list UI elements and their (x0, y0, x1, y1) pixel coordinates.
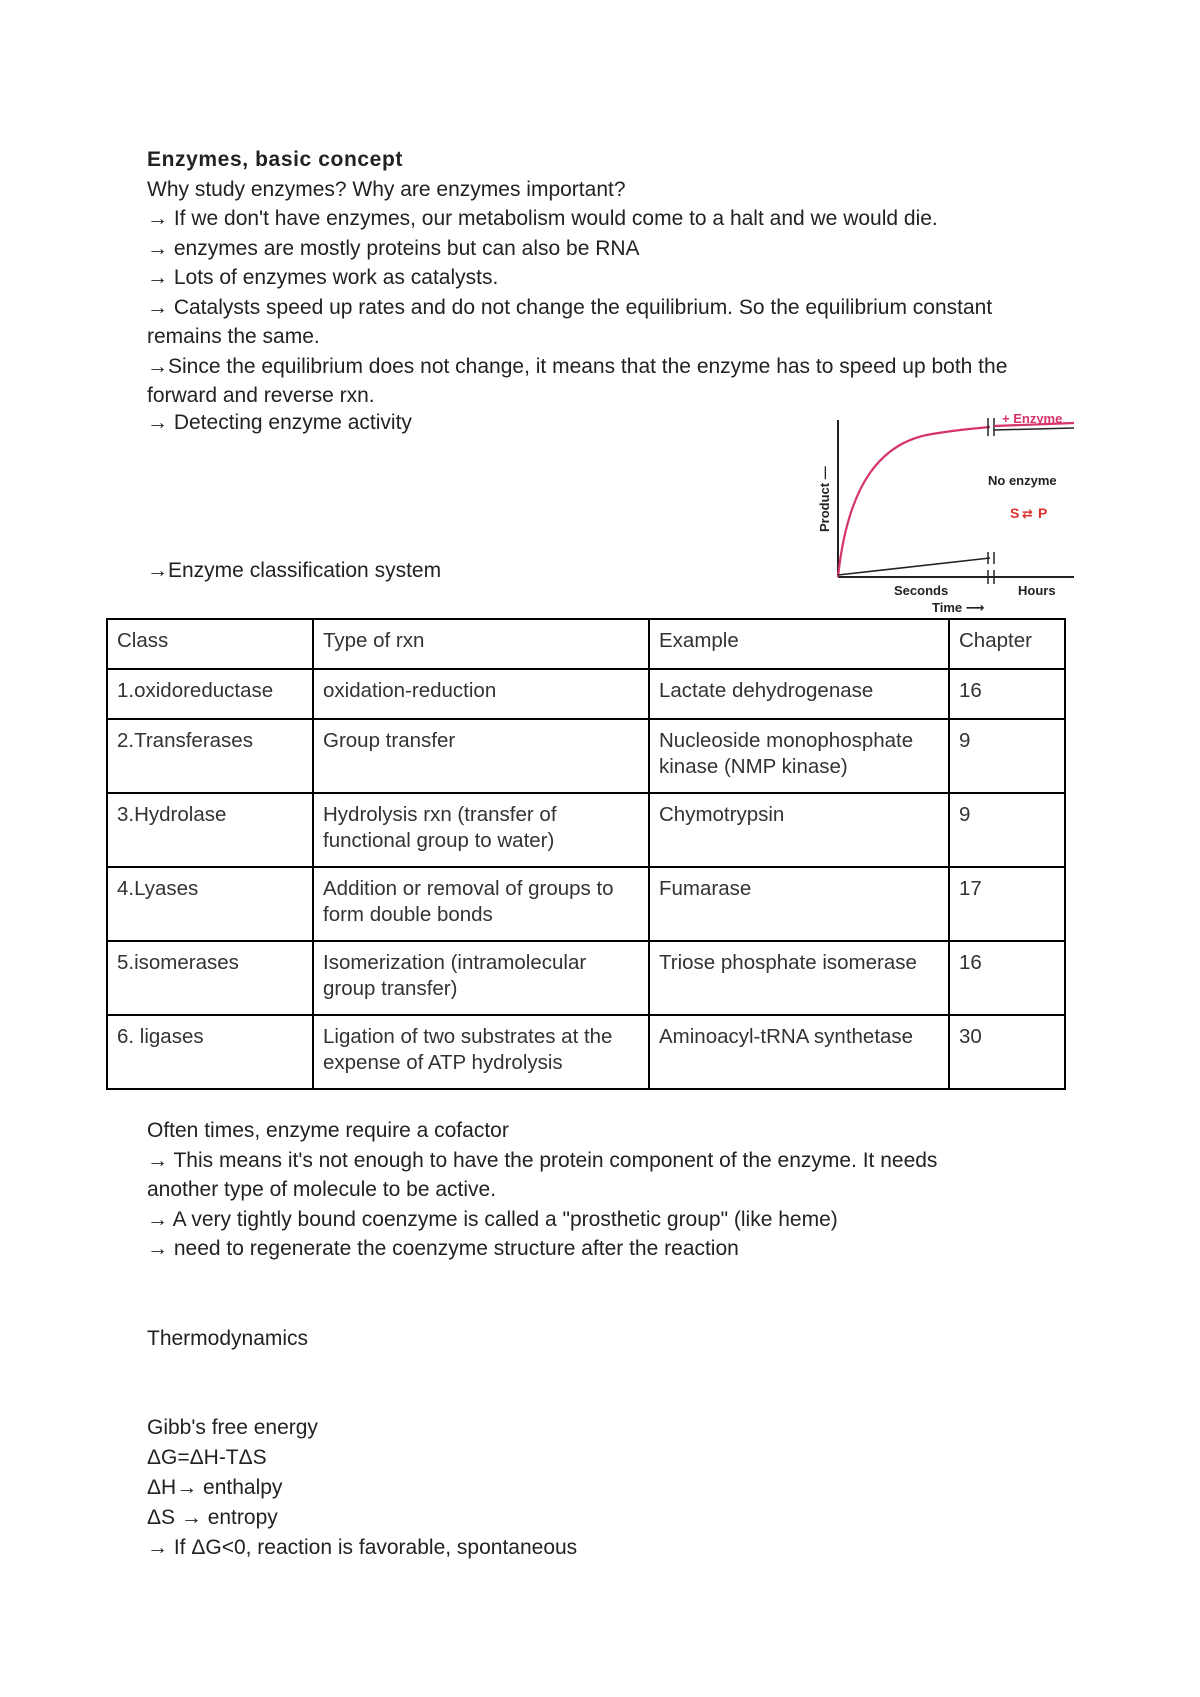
no-enzyme-plateau (994, 428, 1074, 430)
table-row (107, 941, 1065, 1015)
table-cell: Addition or removal of groups to form double bonds (313, 867, 649, 941)
classification-line: →Enzyme classification system (147, 559, 442, 582)
table-cell: Ligation of two substrates at the expense of ATP hydrolysis (313, 1015, 649, 1089)
text-line: forward and reverse rxn. (147, 384, 375, 407)
table-cell: Fumarase (649, 867, 949, 941)
enzyme-activity-figure (812, 412, 1082, 617)
cofactor-section (147, 1116, 937, 1264)
table-cell: Triose phosphate isomerase (649, 941, 949, 1015)
text-line: Why study enzymes? Why are enzymes important? (147, 177, 626, 201)
enzyme-classification-table (106, 618, 1066, 1090)
text-line: ΔH→ enthalpy (147, 1476, 283, 1499)
header-cell: Chapter (949, 619, 1065, 669)
table-cell: Aminoacyl-tRNA synthetase (649, 1015, 949, 1089)
table-cell: 6. ligases (107, 1015, 313, 1089)
table-cell: Nucleoside monophosphate kinase (NMP kinase) (649, 719, 949, 793)
text-line: → enzymes are mostly proteins but can also be RNA (147, 236, 640, 260)
table-cell: 4.Lyases (107, 867, 313, 941)
text-line: → need to regenerate the coenzyme structure after the reaction (147, 1237, 739, 1260)
detecting-activity-line: → Detecting enzyme activity (147, 411, 412, 434)
intro-section (147, 145, 1007, 411)
y-axis-label: Product — (817, 466, 832, 532)
table-cell: 9 (949, 793, 1065, 867)
reaction-s-label: S (1010, 505, 1020, 521)
table-cell: 30 (949, 1015, 1065, 1089)
text-line: → If ΔG<0, reaction is favorable, spontaneous (147, 1536, 578, 1559)
text-line: → This means it's not enough to have the protein component of the enzyme. It needs (147, 1148, 938, 1172)
x-axis-seconds-label: Seconds (894, 583, 949, 598)
table-cell: 16 (949, 669, 1065, 719)
header-cell: Class (107, 619, 313, 669)
text-line: → If we don't have enzymes, our metabolism would come to a halt and we would die. (147, 207, 938, 230)
text-line: → Catalysts speed up rates and do not change the equilibrium. So the equilibrium constant (147, 295, 993, 319)
equilibrium-arrow-icon: ⇄ (1022, 506, 1033, 521)
table-cell: 17 (949, 867, 1065, 941)
header-cell: Example (649, 619, 949, 669)
table-cell: 16 (949, 941, 1065, 1015)
table-cell: Group transfer (313, 719, 649, 793)
table-cell: 5.isomerases (107, 941, 313, 1015)
table-cell: 9 (949, 719, 1065, 793)
text-line: Gibb's free energy (147, 1416, 318, 1439)
no-enzyme-label: No enzyme (988, 473, 1057, 488)
table-row (107, 793, 1065, 867)
enzyme-curve (838, 427, 990, 577)
table-cell: Chymotrypsin (649, 793, 949, 867)
table-cell: Hydrolysis rxn (transfer of functional group to water) (313, 793, 649, 867)
reaction-p-label: P (1038, 505, 1048, 521)
table-row (107, 1015, 1065, 1089)
text-line: → A very tightly bound coenzyme is called a "prosthetic group" (like heme) (147, 1207, 838, 1231)
x-axis-hours-label: Hours (1018, 583, 1056, 598)
table-row (107, 669, 1065, 719)
table-cell: 1.oxidoreductase (107, 669, 313, 719)
table-cell: oxidation-reduction (313, 669, 649, 719)
text-line: Often times, enzyme require a cofactor (147, 1119, 509, 1142)
text-line: ΔS → entropy (147, 1506, 278, 1529)
equation-line: ΔG=ΔH-TΔS (147, 1446, 267, 1469)
text-line: → Lots of enzymes work as catalysts. (147, 266, 499, 289)
header-cell: Type of rxn (313, 619, 649, 669)
table-cell: 3.Hydrolase (107, 793, 313, 867)
table-row (107, 719, 1065, 793)
table-row (107, 867, 1065, 941)
no-enzyme-line (838, 558, 990, 575)
table-cell: Lactate dehydrogenase (649, 669, 949, 719)
text-line: remains the same. (147, 325, 320, 348)
x-axis-time-label: Time ⟶ (932, 600, 985, 615)
thermodynamics-heading: Thermodynamics (147, 1327, 309, 1350)
table-cell: Isomerization (intramolecular group transfer) (313, 941, 649, 1015)
text-line: another type of molecule to be active. (147, 1178, 497, 1201)
table-header-row (107, 619, 1065, 669)
enzyme-label: + Enzyme (1002, 412, 1063, 426)
text-line: →Since the equilibrium does not change, it means that the enzyme has to speed up both the (147, 354, 1008, 378)
gibbs-section (147, 1413, 577, 1563)
table-cell: 2.Transferases (107, 719, 313, 793)
section-heading: Enzymes, basic concept (147, 148, 403, 171)
